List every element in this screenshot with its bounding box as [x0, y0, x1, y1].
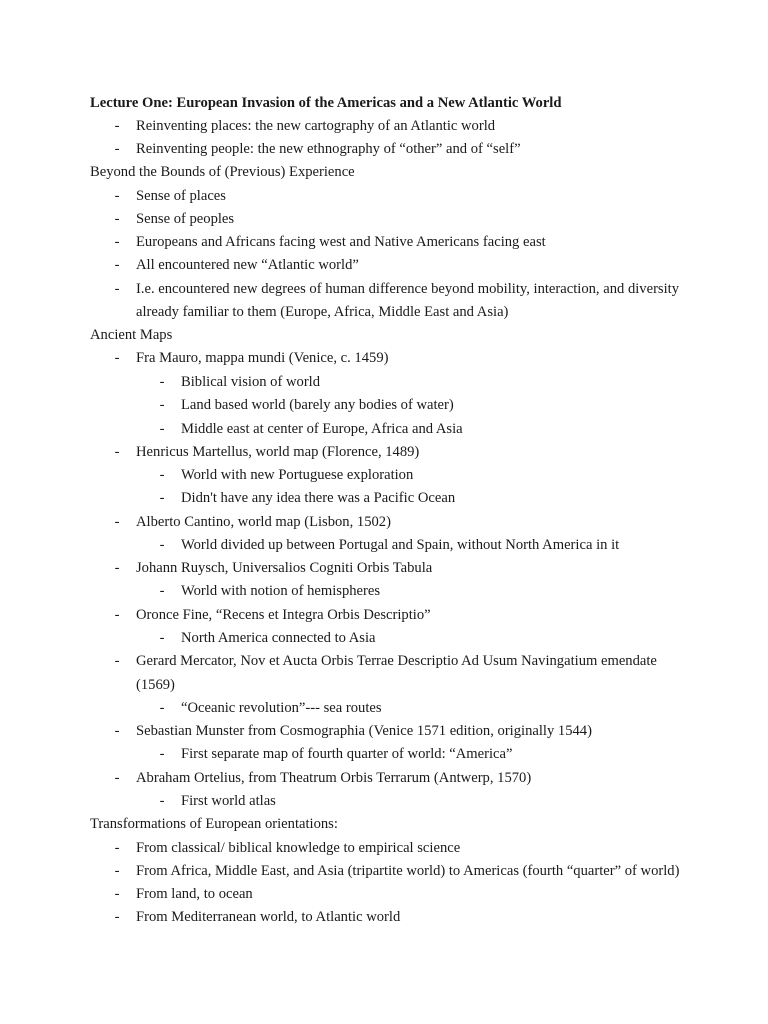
map-note-text: First world atlas [181, 793, 276, 809]
bullet-dash: - [114, 118, 120, 134]
map-item-label-continuation: (1569) [136, 677, 175, 693]
lecture-title: Lecture One: European Invasion of the Americas and a New Atlantic World [90, 95, 562, 111]
list-item-continuation [90, 301, 708, 324]
map-item-label: Alberto Cantino, world map (Lisbon, 1502) [136, 514, 391, 530]
list-item [90, 185, 708, 208]
map-note-text: Middle east at center of Europe, Africa and Asia [181, 421, 463, 437]
bullet-dash: - [159, 374, 165, 390]
map-note [90, 418, 708, 441]
bullet-dash: - [114, 723, 120, 739]
bullet-dash: - [159, 467, 165, 483]
intro-item [90, 115, 708, 138]
list-item [90, 278, 708, 301]
map-note-text: “Oceanic revolution”--- sea routes [181, 700, 382, 716]
map-item-label: Gerard Mercator, Nov et Aucta Orbis Terrae Descriptio Ad Usum Navingatium emendate [136, 653, 657, 669]
bullet-dash: - [114, 281, 120, 297]
map-item-label: Henricus Martellus, world map (Florence, 1489) [136, 444, 420, 460]
map-item [90, 347, 708, 370]
bullet-dash: - [114, 560, 120, 576]
list-item-text: Europeans and Africans facing west and Native Americans facing east [136, 234, 546, 250]
bullet-dash: - [159, 421, 165, 437]
list-item [90, 906, 708, 929]
bullet-dash: - [114, 863, 120, 879]
bullet-dash: - [114, 909, 120, 925]
section-heading: Transformations of European orientations: [90, 816, 338, 832]
bullet-dash: - [114, 514, 120, 530]
map-note [90, 743, 708, 766]
list-item-continuation-text: already familiar to them (Europe, Africa, Middle East and Asia) [136, 304, 509, 320]
list-item [90, 254, 708, 277]
intro-item-text: Reinventing people: the new ethnography of “other” and of “self” [136, 141, 521, 157]
bullet-dash: - [159, 537, 165, 553]
bullet-dash: - [159, 583, 165, 599]
map-item [90, 557, 708, 580]
map-item [90, 604, 708, 627]
map-item [90, 650, 708, 673]
list-item [90, 231, 708, 254]
map-item [90, 767, 708, 790]
map-item-label: Oronce Fine, “Recens et Integra Orbis Descriptio” [136, 607, 431, 623]
map-note-text: North America connected to Asia [181, 630, 376, 646]
list-item [90, 883, 708, 906]
map-item [90, 441, 708, 464]
list-item-text: From classical/ biblical knowledge to empirical science [136, 840, 461, 856]
map-note [90, 627, 708, 650]
bullet-dash: - [159, 700, 165, 716]
bullet-dash: - [114, 840, 120, 856]
map-note [90, 394, 708, 417]
bullet-dash: - [114, 211, 120, 227]
bullet-dash: - [114, 141, 120, 157]
map-note-text: World with notion of hemispheres [181, 583, 381, 599]
map-note [90, 487, 708, 510]
bullet-dash: - [114, 234, 120, 250]
map-item-label: Sebastian Munster from Cosmographia (Venice 1571 edition, originally 1544) [136, 723, 592, 739]
bullet-dash: - [159, 490, 165, 506]
bullet-dash: - [114, 607, 120, 623]
list-item-text: Sense of peoples [136, 211, 235, 227]
bullet-dash: - [159, 397, 165, 413]
map-item [90, 720, 708, 743]
map-note-text: World divided up between Portugal and Spain, without North America in it [181, 537, 620, 553]
map-note-text: Didn't have any idea there was a Pacific Ocean [181, 490, 456, 506]
map-item [90, 511, 708, 534]
map-note-text: Land based world (barely any bodies of water) [181, 397, 454, 413]
map-item-label: Abraham Ortelius, from Theatrum Orbis Terrarum (Antwerp, 1570) [136, 770, 532, 786]
map-note-text: Biblical vision of world [181, 374, 321, 390]
bullet-dash: - [114, 257, 120, 273]
list-item-text: Sense of places [136, 188, 226, 204]
map-item-continuation [90, 674, 708, 697]
map-note [90, 371, 708, 394]
map-note [90, 790, 708, 813]
map-item-label: Fra Mauro, mappa mundi (Venice, c. 1459) [136, 350, 389, 366]
map-note [90, 464, 708, 487]
list-item-text: From Mediterranean world, to Atlantic world [136, 909, 401, 925]
list-item-text: From Africa, Middle East, and Asia (tripartite world) to Americas (fourth “quarter” of world) [136, 863, 680, 879]
list-item [90, 860, 708, 883]
map-note-text: First separate map of fourth quarter of world: “America” [181, 746, 513, 762]
list-item-text: From land, to ocean [136, 886, 253, 902]
list-item-text: All encountered new “Atlantic world” [136, 257, 359, 273]
map-note [90, 534, 708, 557]
bullet-dash: - [114, 188, 120, 204]
map-note [90, 580, 708, 603]
map-note-text: World with new Portuguese exploration [181, 467, 414, 483]
map-item-label: Johann Ruysch, Universalios Cogniti Orbis Tabula [136, 560, 433, 576]
list-item-text: I.e. encountered new degrees of human difference beyond mobility, interaction, and diversity [136, 281, 680, 297]
section-heading: Beyond the Bounds of (Previous) Experience [90, 164, 355, 180]
map-note [90, 697, 708, 720]
bullet-dash: - [159, 793, 165, 809]
list-item [90, 837, 708, 860]
bullet-dash: - [114, 886, 120, 902]
bullet-dash: - [114, 444, 120, 460]
bullet-dash: - [114, 350, 120, 366]
bullet-dash: - [159, 746, 165, 762]
intro-item-text: Reinventing places: the new cartography of an Atlantic world [136, 118, 496, 134]
bullet-dash: - [159, 630, 165, 646]
intro-item [90, 138, 708, 161]
section-heading: Ancient Maps [90, 327, 173, 343]
bullet-dash: - [114, 770, 120, 786]
list-item [90, 208, 708, 231]
bullet-dash: - [114, 653, 120, 669]
